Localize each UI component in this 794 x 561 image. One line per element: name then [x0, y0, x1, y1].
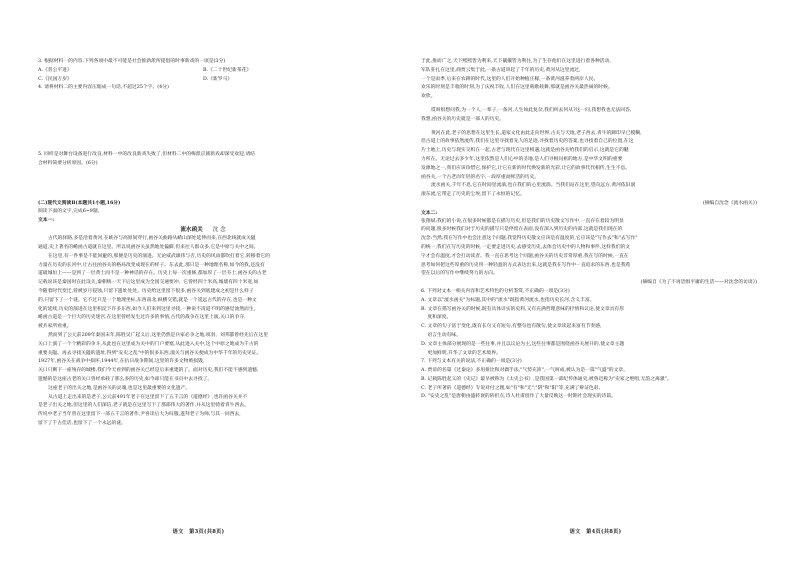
article-line: 然而到了公元前209年秦国末年,陈胜吴广起义后,这里仍然是兵家必争之地,项羽、刘邦都曾经先后在这里: [48, 332, 269, 338]
question-6-option-line: 语言生动有味。: [421, 332, 461, 338]
section-heading: (二)现代文阅读Ⅱ(本题共1小题,16分): [38, 199, 121, 206]
question-7-option-a: A. 贾谊的名篇《过秦论》多用排比和对偶手法,"气势充沛",一气呵成,被认为是一篇"气盛"的文章。: [421, 368, 628, 374]
question-6-option-line: 更加鲜明,升华了文章的艺术境界。: [421, 350, 501, 356]
left-column: [38, 58, 368, 429]
article-para-line: 黄河在此,老子的思想在这里生长,道家文化由此走向世界,古关与天地,老子西去,青牛的蹄印早已模糊,: [431, 130, 642, 136]
article-line: 关口上演了一个个精彩的争斗,从此也在这里成为关中的门户要塞,从此进入关中,这个中原之地成为千古的: [38, 341, 259, 347]
text-one-label: 文本一:: [38, 217, 55, 224]
question-3-option-b: B.《二十世纪新茶花》: [203, 67, 252, 73]
question-6-option-line: B. 文章在描写函谷关的时候,既有具体详实的史料,又有充满哲理意味的抒情和议论,使文章具有厚: [421, 306, 625, 312]
article-line: 古代的驿路,多是沿着黄河,在峡谷与高原间穿行,函谷关曲路从崤山深处延伸而来,在西北线就成关隘: [48, 236, 256, 242]
text-two-label: 文本二:: [421, 209, 438, 216]
question-7-option-d: D. "安史之乱"是唐朝由盛转衰的转折点,诗人杜甫创作了大量反映这一时期社会现实的诗篇。: [421, 394, 616, 400]
article-para-line: 我想,函谷关的历史就是一部人的历史。: [421, 116, 505, 122]
page-right: [397, 0, 794, 561]
question-7-stem: 7. 下列与文本有关的说法,不正确的一项是(3分): [421, 359, 522, 365]
article-cont-line: 一个是雨季,后来在农耕的时代,这里的人们开始种植庄稼,一条黄河滋养着两岸人民。: [421, 76, 599, 82]
page-footer-right: 语文 第4页(共8页): [569, 529, 622, 535]
article-line: 被兵家所看重。: [38, 324, 72, 330]
article-line: 是老子出关之地,但这里的人们深信,老子就是在这里写下了那部伟大的著作,并从这里骑着青牛西去。: [38, 403, 249, 409]
section-instruction: 阅读下面的文字,完成6~9题。: [38, 208, 103, 214]
article-title: 流水函关: [180, 227, 203, 234]
question-6-stem: 6. 下列对文本一相关内容和艺术特色的分析鉴赏,不正确的一项是(3分): [421, 288, 570, 294]
interview-line: 字才会有温度,才会打动读者。我一直在思考这个问题,函谷关的历史非常厚重,我在写的时候,一直在: [421, 253, 629, 259]
question-6-option-line: A. 文章以"流水函关"为标题,其中的"流水"既指黄河流水,也指历史长河,含义丰富。: [421, 297, 595, 303]
article-line: 崤函古道是一个巨大的历史迷宫,在这里曾经发生过许多的事情,古代的战争在这里上演,关口的争夺,: [38, 315, 246, 321]
article-line: 从古道上走出来的是老子,公元前491年老子在这里留下了五千言的《道德经》,也许函谷关并不: [48, 394, 248, 400]
article-para-line: 哎呀很想问我,为一个人,一辈子,一条河,人生如此复杂,我们何去何从?这一问,我想我也无法回答,: [431, 107, 632, 113]
question-5-line-1: 5. 同样是对舞台设备进行改良,材料一中的改良新戏失败了,但材料二中的梅派京剧新戏却深受欢迎,请结: [38, 152, 255, 158]
question-6-option-line: 度和深度。: [421, 315, 452, 321]
question-3-option-c: C.《民国万岁》: [38, 76, 72, 82]
article-line: 1927年,函谷关在战争中损坏,1944年,在抗日战争期间,这里的许多文物被损毁,: [38, 359, 205, 365]
article-line: 化的延续,历史的演进在这里积淀下许多东西,如今人们来到这里寻找,一种说不清道不明的感觉油然而生。: [38, 306, 259, 312]
question-3-options-row-2: [38, 76, 368, 85]
article-line: 留下了千古佳话,也留下了一个永远的谜。: [38, 420, 126, 426]
article-para-line: 但古道上的故事依然流传,我们在这里寻找着先人的足迹,寻找着历史的答案,也寻找着自己的位置,在这: [421, 139, 634, 145]
question-4-stem: 4. 请将材料二的主要内容压缩成一句话,不超过25个字。(4分): [38, 85, 169, 91]
question-6-option-line: C. 文章的句子富于变化,既有长句又有短句,有整句也有散句,使文章读起来富有节奏感,: [421, 324, 602, 330]
question-5-line-2: 合材料简要分析原因。(6分): [38, 160, 98, 166]
interview-source: (摘编自《为了不再恐惧平庸的生活——对沈念的访谈》): [640, 280, 757, 286]
article-cont-line: 于此,推而广之,天下熙熙皆为利来,天下攘攘皆为利往,为了生存他们在这里进行着各种活动,: [421, 59, 611, 64]
question-3-option-a: A.《普公平进》: [38, 67, 72, 73]
article-para-line: 发源地之一,我们应该珍惜它,保护它,让它在新的时代焕发新的光彩,让它的故事代代相传,生生不息。: [421, 165, 631, 171]
question-3-stem: 3. 根据材料一的内容,下列各项中最不可能是社会推新派所提倡的时事新戏的一项是(3分): [38, 59, 226, 64]
article-para-line: 力所在。无论过去多少年,这里依然是人们心中的圣地,是人们寻根问祖的地方,是中华文明的重要: [421, 156, 623, 162]
article-author: 沈 念: [212, 227, 226, 234]
interview-line: 的统一,我们在写历史的时候,一定要走进历史,去感受历史,去体会历史中的人物和事件,这样我们的文: [421, 244, 631, 250]
interview-line: 张翔斌:我们的小说,在很多时候都是在描写历史,但是我们的历史散文写作中,一直存在着较为明显: [421, 218, 624, 224]
article-line: 力量在历史的长河中,让古往函谷关的格局改变成现在的样子。东去此,那只是一种地理名称,如今的我,还没有: [38, 262, 265, 268]
question-7-option-b: B. 记载陈胜起义的《史记》最早被称为《太史公书》,是我国第一部纪传体通史,被鲁迅称为"史家之绝唱,无韵之离骚"。: [421, 376, 672, 382]
article-line: 在这里,有一件事是不能回避的,那便是历史的演进。无论威武雄伟与否,历史的风雨都吹打着它,转移着它的: [48, 253, 270, 259]
question-6-option-line: D. 文章主体部分展现的是一些往事,并且以议论为主,这些往事都是围绕函谷关展开的,使文章主题: [421, 341, 625, 347]
article-line: 重要关隘。再去寻找关隘的遗址,得到"安史之乱"中的很多东西,潼关与函谷关便成为中华千年的历史见证。: [38, 350, 262, 356]
article-cont-line: 军队驻扎在这里,商贾云集于此,一条古道串起了千年的历史,黄河从这里流过,: [421, 67, 581, 73]
article-line: 的,只留下了一个谜。它不过只是一个地理坐标,东西南北,纵横交错,就是一个遥远古代的存在,也是一种文: [38, 297, 257, 303]
question-3-option-d: D.《新罗马》: [203, 76, 233, 82]
interview-line: 的问题,很多时候我们对于历史的描写只是停留在表面,没有深入到历史的内部,这就是我们现在的: [421, 227, 623, 233]
article-source: (摘编自沈念《流水函关》): [702, 200, 757, 206]
interview-line: 沈念:当然,我在写作中也会注意这个问题,我觉得历史散文应该是有温度的,它应该是"写作去"和"去写作": [421, 236, 638, 242]
article-line: 关口只剩下一座残存的城楼,我们今天看到的函谷关已经是后来重建的了。面对历史,我们不能不感到遗憾,: [38, 368, 259, 374]
article-line: 这座老子的出关之地,是函谷关的灵魂,也是这里最重要的文化遗产。: [48, 385, 191, 391]
article-para-line: 片土地上,历史与现实交织在一起,古老与现代在这里相遇,这就是函谷关给我们的启示,这就是它的魅: [421, 148, 629, 154]
interview-line: 思考如何把这些厚重的历史用一种轻盈的方式表达出来,这就是我在写作中一直追求的东西,也是我希: [421, 262, 631, 268]
article-line: 通道,史上著名的崤函古道就在这里。所以说函谷关虽然地处偏僻,但来往人群众多,它是中原与关中之间。: [38, 244, 259, 250]
question-3-options-row-1: [38, 67, 368, 76]
article-line: 传说中老子当年曾在这里留下一部五千言的著作,尹喜读后大为叹服,遂拜老子为师,与其一同西去,: [38, 412, 241, 418]
article-line: 遗憾的是这座古老的关口曾经承载了那么多的历史,如今却只能在书页中去寻找了。: [38, 376, 213, 382]
right-column: [421, 58, 757, 402]
article-title-line: [38, 225, 368, 235]
question-7-option-c: C. 老子所著的《道德经》专说对付之理,如"有"和"无","阴"和"阳"等,充满了辩证色彩。: [421, 385, 604, 391]
article-para-line: 函谷关,一个古老而年轻的名字,一段厚重而鲜活的历史。: [421, 174, 540, 180]
article-line: 今随着时代变迁,曾被岁月侵蚀,只留下遗址处处。历史给这里留下很多,函谷关到底建成之初是什么样子: [38, 288, 254, 294]
article-para-line: 滚东流,它带走了历史的尘埃,留下了永恒的记忆。: [421, 192, 525, 198]
article-cont-line: 欢欣。: [421, 94, 436, 100]
article-line: 记载说该是秦国时在此设关,秦朝统一天下后这里成为全国交通要冲。它曾经四十米高,城墙有四十米宽,如: [38, 280, 259, 286]
interview-line: 望在以后的写作中继续努力的方向。: [421, 271, 498, 277]
article-cont-line: 欢乐的时刻是丰收的时刻,为了庆祝丰收,人们在这里载歌载舞,那就是函谷关最热闹的时候。: [421, 85, 613, 91]
article-line: 道破城垣上——是到了一层黄土而不是一种神话的存在。历史上每一次重修,都加厚了一层夯土,函谷关的古老: [38, 271, 267, 277]
page-footer-left: 语文 第3页(共8页): [172, 529, 225, 535]
article-para-line: 流水函关,千年不息,它在时间里流淌,也在我们的心里流淌。当我们站在这里,望向远方,黄河依旧滚: [431, 183, 636, 189]
